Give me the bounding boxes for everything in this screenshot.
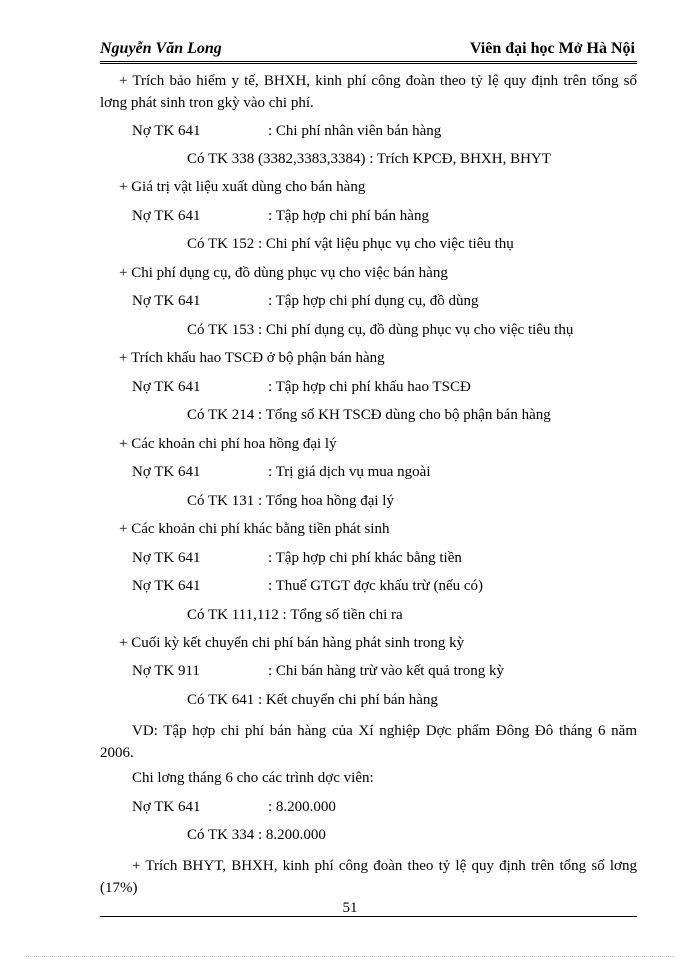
debit-account: Nợ TK 641 (132, 799, 201, 815)
credit-entry: Có TK 111,112 : Tổng số tiền chi ra (187, 607, 403, 623)
debit-account: Nợ TK 641 (132, 464, 201, 480)
credit-entry: Có TK 338 (3382,3383,3384) : Trích KPCĐ, BHXH, BHYT (187, 151, 551, 167)
paragraph-insurance-allocation: + Trích bảo hiểm y tế, BHXH, kinh phí công đoàn theo tỷ lệ quy định trên tổng số lơng phát sinh tron gkỳ vào chi phí. (100, 73, 637, 111)
section-item: + Chi phí dụng cụ, đồ dùng phục vụ cho việc bán hàng (119, 265, 448, 281)
header-divider (100, 61, 637, 64)
institute-name: Viên đại học Mở Hà Nội (469, 40, 635, 57)
credit-entry: Có TK 152 : Chi phí vật liệu phục vụ cho việc tiêu thụ (187, 236, 514, 252)
debit-amount: : 8.200.000 (268, 799, 336, 815)
credit-entry: Có TK 334 : 8.200.000 (187, 827, 326, 843)
debit-description: : Tập hợp chi phí bán hàng (268, 208, 429, 224)
debit-description: : Chi phí nhân viên bán hàng (268, 123, 442, 139)
debit-description: : Tập hợp chi phí dụng cụ, đồ dùng (268, 293, 479, 309)
debit-account: Nợ TK 641 (132, 293, 201, 309)
debit-account: Nợ TK 641 (132, 379, 201, 395)
author-name: Nguyễn Văn Long (100, 40, 222, 57)
debit-account: Nợ TK 641 (132, 578, 201, 594)
credit-entry: Có TK 641 : Kết chuyển chi phí bán hàng (187, 692, 438, 708)
debit-account: Nợ TK 641 (132, 208, 201, 224)
credit-entry: Có TK 214 : Tổng số KH TSCĐ dùng cho bộ phận bán hàng (187, 407, 551, 423)
paragraph-bhyt-allocation: + Trích BHYT, BHXH, kinh phí công đoàn theo tỷ lệ quy định trên tổng số lơng (17%) (100, 858, 637, 896)
debit-account: Nợ TK 641 (132, 123, 201, 139)
credit-entry: Có TK 131 : Tổng hoa hồng đại lý (187, 493, 394, 509)
salary-note: Chi lơng tháng 6 cho các trình dợc viên: (132, 770, 374, 786)
debit-description: : Thuế GTGT đợc khấu trừ (nếu có) (268, 578, 484, 594)
section-item: + Các khoản chi phí khác bằng tiền phát sinh (119, 521, 390, 537)
debit-account: Nợ TK 911 (132, 663, 200, 679)
section-item: + Giá trị vật liệu xuất dùng cho bán hàng (119, 179, 366, 195)
section-item: + Các khoản chi phí hoa hồng đại lý (119, 436, 337, 452)
credit-entry: Có TK 153 : Chi phí dụng cụ, đồ dùng phục vụ cho việc tiêu thụ (187, 322, 574, 338)
example-paragraph: VD: Tập hợp chi phí bán hàng của Xí nghiệp Dợc phẩm Đông Đô tháng 6 năm 2006. (100, 723, 637, 761)
page-number: 51 (342, 900, 358, 916)
debit-description: : Trị giá dịch vụ mua ngoài (268, 464, 431, 480)
page-edge-dotted-line (25, 956, 675, 957)
debit-description: : Tập hợp chi phí khác bằng tiền (268, 550, 462, 566)
section-item: + Cuối kỳ kết chuyển chi phí bán hàng phát sinh trong kỳ (119, 635, 465, 651)
debit-account: Nợ TK 641 (132, 550, 201, 566)
footer-divider (100, 916, 637, 917)
debit-description: : Chi bán hàng trừ vào kết quả trong kỳ (268, 663, 505, 679)
debit-description: : Tập hợp chi phí khấu hao TSCĐ (268, 379, 471, 395)
section-item: + Trích khấu hao TSCĐ ở bộ phận bán hàng (119, 350, 385, 366)
